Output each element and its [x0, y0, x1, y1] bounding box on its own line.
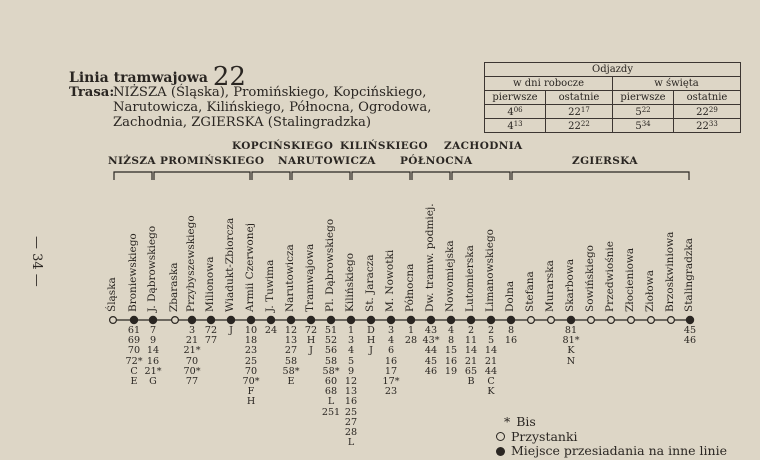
transfer-lines: [320, 326, 342, 418]
transfer-line: H: [306, 335, 316, 347]
transfer-line: 46: [683, 335, 697, 347]
stop-name: Dolna: [504, 280, 516, 312]
transfer-line: 4: [347, 345, 355, 357]
transfer-stop-marker: [207, 316, 214, 323]
stop-name: Lutomierska: [464, 245, 476, 312]
transfer-line: 8: [507, 325, 515, 336]
transfer-line: B: [467, 376, 475, 388]
asterisk-symbol: *: [504, 414, 511, 429]
transfer-stop-marker: [247, 316, 254, 323]
transfer-line: 44: [484, 365, 498, 377]
transfer-line: J: [229, 325, 233, 336]
transfer-line: 77: [185, 376, 199, 388]
legend-stops-text: Przystanki: [511, 428, 578, 444]
transfer-line: 45: [683, 325, 697, 336]
transfer-line: 25: [244, 355, 258, 367]
transfer-line: 58*: [282, 365, 300, 377]
transfer-lines: [142, 326, 164, 387]
transfer-line: 6: [387, 345, 395, 357]
transfer-lines: [440, 326, 462, 377]
stop-name: J. Dąbrowskiego: [146, 225, 158, 312]
transfer-lines: [340, 326, 362, 448]
stop-name: Kilińskiego: [344, 252, 356, 312]
transfer-line: 44: [424, 345, 438, 357]
transfer-line: D: [367, 325, 375, 336]
legend: [496, 415, 727, 459]
transfer-line: 21: [185, 335, 199, 347]
stop-name: Przybyszewskiego: [185, 215, 197, 312]
street-label-nizsza: NIŻSZA: [108, 155, 156, 167]
street-label-kopcinskiego: KOPCIŃSKIEGO: [232, 140, 334, 152]
transfer-line: 13: [344, 386, 358, 398]
stop-name: Murarska: [544, 260, 556, 312]
transfer-line: N: [566, 355, 576, 367]
transfer-line: 51: [324, 325, 338, 336]
street-brackets: [114, 172, 689, 180]
transfer-line: 21: [484, 355, 498, 367]
transfer-lines: [360, 326, 382, 357]
transfer-lines: [260, 326, 282, 336]
transfer-stop-marker: [227, 316, 234, 323]
transfer-lines: [420, 326, 442, 377]
stop-marker: [588, 317, 595, 324]
transfer-line: 70: [244, 365, 258, 377]
transfer-line: 70: [127, 345, 141, 357]
transfer-stop-marker: [447, 316, 454, 323]
transfer-line: 2: [487, 325, 495, 336]
stop-name: St. Jaracza: [364, 254, 376, 312]
transfer-line: 3: [188, 325, 196, 336]
stop-marker: [608, 317, 615, 324]
departures-title: Odjazdy: [485, 63, 741, 77]
stop-name: Ziołowa: [644, 270, 656, 312]
transfer-line: 16: [146, 355, 160, 367]
stop-marker: [668, 317, 675, 324]
transfer-line: 21*: [183, 345, 201, 357]
transfer-line: K: [487, 386, 495, 398]
transfer-line: L: [347, 437, 355, 449]
transfer-lines: [460, 326, 482, 387]
transfer-line: 14: [464, 345, 478, 357]
transfer-line: 69: [127, 335, 141, 347]
transfer-lines: [220, 326, 242, 336]
filled-dot-icon: [496, 447, 505, 456]
transfer-line: 72: [204, 325, 218, 336]
transfer-lines: [560, 326, 582, 367]
transfer-line: 72: [304, 325, 318, 336]
line-number: 22: [212, 62, 246, 92]
legend-bis-text: Bis: [516, 414, 536, 429]
transfer-lines: [400, 326, 422, 346]
transfer-line: 14: [484, 345, 498, 357]
transfer-line: 68: [324, 386, 338, 398]
street-label-kilinskiego: KILIŃSKIEGO: [340, 140, 429, 152]
transfer-line: E: [130, 376, 138, 388]
transfer-line: 16: [384, 355, 398, 367]
transfer-stop-marker: [130, 316, 137, 323]
stop-name: Pl. Dąbrowskiego: [324, 218, 336, 312]
street-bracket: [114, 172, 152, 180]
transfer-line: 45: [424, 355, 438, 367]
stop-marker: [110, 317, 117, 324]
stop-name: Nowomiejska: [444, 240, 456, 312]
street-bracket: [154, 172, 250, 180]
transfer-line: 58: [284, 355, 298, 367]
transfer-line: 7: [149, 325, 157, 336]
street-label-polnocna: PÓŁNOCNA: [400, 155, 473, 167]
stop-name: Broniewskiego: [127, 233, 139, 312]
transfer-line: 1: [407, 325, 415, 336]
transfer-line: 60: [324, 376, 338, 388]
transfer-line: 16: [444, 355, 458, 367]
transfer-line: 56: [324, 345, 338, 357]
transfer-line: G: [149, 376, 157, 388]
stop-name: Zbaraska: [168, 262, 180, 312]
stop-name: Armii Czerwonej: [244, 223, 256, 312]
street-label-zgierska: ZGIERSKA: [572, 155, 638, 167]
stop-name: M. Nowotki: [384, 249, 396, 312]
stop-name: Skarbowa: [564, 258, 576, 312]
stop-name: Narutowicza: [284, 244, 296, 312]
page-number: — 34 —: [29, 236, 44, 287]
transfer-line: 1: [347, 325, 355, 336]
transfer-stop-marker: [347, 316, 354, 323]
street-label-narutowicza: NARUTOWICZA: [278, 155, 376, 167]
transfer-line: L: [327, 396, 335, 408]
legend-stops: [496, 430, 727, 445]
street-label-prominskiego: PROMIŃSKIEGO: [160, 155, 265, 167]
stop-name: Wiadukt-Zbiorcza: [224, 217, 236, 312]
departures-row: $4^{06}$ $22^{17}$ $5^{22}$ $22^{29}$: [485, 105, 741, 119]
transfer-stop-marker: [567, 316, 574, 323]
stop-name: Tramwajowa: [304, 243, 316, 312]
departures-row: $4^{13}$ $22^{22}$ $5^{34}$ $22^{33}$: [485, 119, 741, 133]
street-bracket: [412, 172, 450, 180]
transfer-line: 4: [387, 335, 395, 347]
transfer-line: H: [366, 335, 376, 347]
transfer-line: 13: [284, 335, 298, 347]
transfer-lines: [380, 326, 402, 397]
transfer-stop-marker: [427, 316, 434, 323]
stop-name: Śląska: [106, 277, 118, 312]
transfer-line: 21*: [144, 365, 162, 377]
transfer-line: 46: [424, 365, 438, 377]
transfer-stop-marker: [188, 316, 195, 323]
transfer-stop-marker: [407, 316, 414, 323]
departures-col-header: ostatnie: [546, 91, 613, 105]
transfer-lines: [480, 326, 502, 397]
street-bracket: [452, 172, 510, 180]
transfer-line: 19: [444, 365, 458, 377]
transfer-line: 28: [404, 335, 418, 347]
transfer-line: 23: [384, 386, 398, 398]
transfer-lines: [500, 326, 522, 346]
route-label: Trasa:: [69, 85, 115, 100]
transfer-line: 25: [344, 406, 358, 418]
stop-name: Stalingradzka: [683, 237, 695, 312]
transfer-line: 12: [344, 376, 358, 388]
legend-transfer-text: Miejsce przesiadania na inne linie: [511, 443, 727, 458]
transfer-line: 70*: [183, 365, 201, 377]
transfer-line: J: [309, 345, 313, 357]
transfer-line: 11: [464, 335, 478, 347]
line-title-label: Linia tramwajowa: [69, 70, 208, 86]
transfer-line: 4: [447, 325, 455, 336]
transfer-line: 2: [467, 325, 475, 336]
transfer-line: 3: [387, 325, 395, 336]
transfer-line: 3: [347, 335, 355, 347]
legend-bis: [496, 415, 727, 430]
departures-group-holidays: w święta: [613, 77, 741, 91]
transfer-line: 81*: [562, 335, 580, 347]
transfer-line: 17*: [382, 376, 400, 388]
street-label-zachodnia: ZACHODNIA: [444, 140, 523, 152]
transfer-line: 12: [284, 325, 298, 336]
stop-name: Sowińskiego: [584, 245, 596, 312]
transfer-line: 5: [487, 335, 495, 347]
stop-marker: [528, 317, 535, 324]
transfer-line: 28: [344, 427, 358, 439]
transfer-line: C: [487, 376, 495, 388]
transfer-line: C: [130, 365, 138, 377]
transfer-stop-marker: [287, 316, 294, 323]
transfer-line: 58: [324, 355, 338, 367]
departures-col-header: pierwsze: [613, 91, 674, 105]
transfer-stop-marker: [387, 316, 394, 323]
transfer-lines: [200, 326, 222, 346]
transfer-line: 70*: [242, 376, 260, 388]
route-text: NIŻSZA (Śląska), Promińskiego, Kopcińskiego, Narutowicza, Kilińskiego, Północna, Ogrodowa, Zachodnia, ZGIERSKA (Stalingradzka): [113, 85, 432, 130]
transfer-stop-marker: [267, 316, 274, 323]
stop-name: Brzoskwiniowa: [664, 231, 676, 312]
transfer-line: 251: [321, 406, 341, 418]
transfer-line: 14: [146, 345, 160, 357]
stop-name: Milionowa: [204, 256, 216, 312]
transfer-line: K: [567, 345, 575, 357]
transfer-line: 61: [127, 325, 141, 336]
transfer-line: 72*: [125, 355, 143, 367]
transfer-stop-marker: [507, 316, 514, 323]
transfer-line: 23: [244, 345, 258, 357]
departures-col-header: pierwsze: [485, 91, 546, 105]
transfer-stop-marker: [367, 316, 374, 323]
stop-name: Limanowskiego: [484, 229, 496, 312]
transfer-line: 17: [384, 365, 398, 377]
transfer-line: E: [287, 376, 295, 388]
transfer-line: H: [246, 396, 256, 408]
transfer-line: 9: [347, 365, 355, 377]
transfer-line: 16: [504, 335, 518, 347]
transfer-line: 70: [185, 355, 199, 367]
stop-name: Stefana: [524, 271, 536, 312]
transfer-stop-marker: [487, 316, 494, 323]
stop-marker: [172, 317, 179, 324]
transfer-line: 16: [344, 396, 358, 408]
transfer-lines: [300, 326, 322, 357]
transfer-line: 81: [564, 325, 578, 336]
street-bracket: [512, 172, 689, 180]
street-bracket: [292, 172, 350, 180]
transfer-line: 18: [244, 335, 258, 347]
stop-name: J. Tuwima: [264, 259, 276, 312]
transfer-line: 9: [149, 335, 157, 347]
transfer-line: 43: [424, 325, 438, 336]
transfer-line: 77: [204, 335, 218, 347]
transfer-lines: [679, 326, 701, 346]
stop-name: Północna: [404, 263, 416, 312]
transfer-line: 58*: [322, 365, 340, 377]
stop-marker: [648, 317, 655, 324]
transfer-line: 21: [464, 355, 478, 367]
street-bracket: [252, 172, 290, 180]
transfer-line: 27: [284, 345, 298, 357]
transfer-stop-marker: [327, 316, 334, 323]
transfer-line: F: [247, 386, 255, 398]
stop-marker: [628, 317, 635, 324]
transfer-stop-marker: [307, 316, 314, 323]
transfer-lines: [240, 326, 262, 408]
legend-transfer: [496, 444, 727, 459]
transfer-line: 10: [244, 325, 258, 336]
transfer-lines: [280, 326, 302, 387]
transfer-line: 65: [464, 365, 478, 377]
transfer-line: 15: [444, 345, 458, 357]
transfer-stop-marker: [686, 316, 693, 323]
transfer-line: 52: [324, 335, 338, 347]
transfer-line: 27: [344, 416, 358, 428]
transfer-line: 5: [347, 355, 355, 367]
stop-name: Przedwiośnie: [604, 241, 616, 312]
stop-name: Złocieniowa: [624, 247, 636, 312]
street-bracket: [352, 172, 410, 180]
transfer-line: 8: [447, 335, 455, 347]
open-circle-icon: [496, 432, 505, 441]
transfer-stop-marker: [149, 316, 156, 323]
transfer-line: J: [369, 345, 373, 357]
transfer-line: 43*: [422, 335, 440, 347]
transfer-stop-marker: [467, 316, 474, 323]
departures-col-header: ostatnie: [674, 91, 741, 105]
stop-marker: [548, 317, 555, 324]
transfer-line: 24: [264, 325, 278, 336]
departures-group-weekdays: w dni robocze: [485, 77, 613, 91]
stop-name: Dw. tramw. podmiej.: [424, 203, 436, 312]
